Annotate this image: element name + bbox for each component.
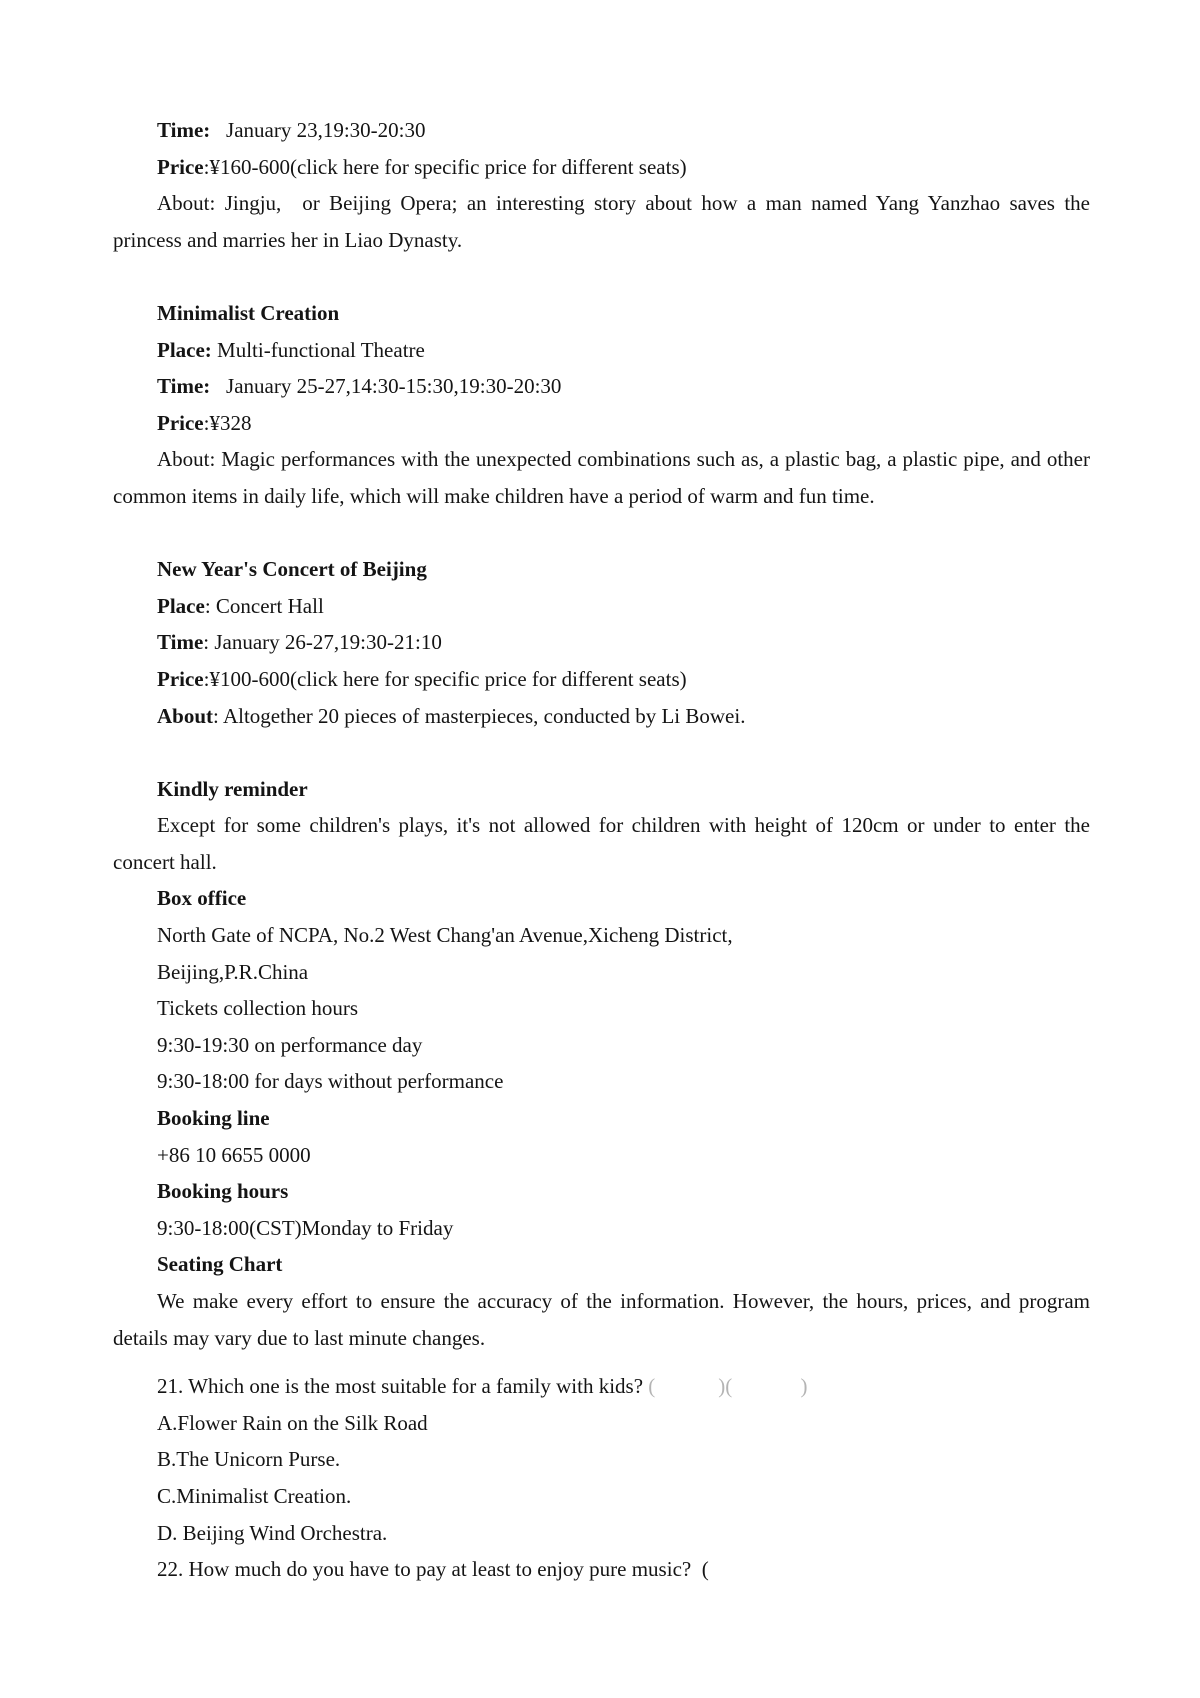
heading-kindly-reminder-label: Kindly reminder	[157, 776, 308, 801]
place-line-2-text: Multi-functional Theatre	[211, 337, 425, 362]
heading-box-office	[113, 880, 1090, 917]
question-21	[113, 1368, 1090, 1405]
about-paragraph-2	[113, 441, 1090, 514]
document-body	[113, 112, 1090, 1588]
heading-seating-chart-label: Seating Chart	[157, 1252, 283, 1277]
price-line-3-text: :¥100-600(click here for specific price for different seats)	[203, 666, 687, 691]
price-line-3-label: Price	[157, 666, 204, 691]
place-line-2-label: Place:	[157, 337, 212, 362]
hours-performance-day-text: 9:30-19:30 on performance day	[157, 1032, 423, 1057]
price-line-1-label: Price	[157, 154, 204, 179]
question-21-option-c-text: C.Minimalist Creation.	[157, 1483, 352, 1508]
place-line-3	[113, 588, 1090, 625]
question-22	[113, 1551, 1090, 1588]
heading-minimalist-creation	[113, 295, 1090, 332]
price-line-3	[113, 661, 1090, 698]
about-line-3-label: About	[157, 703, 214, 728]
question-21-option-b-text: B.The Unicorn Purse.	[157, 1447, 341, 1472]
about-paragraph-1-text: About: Jingju, or Beijing Opera; an interesting story about how a man named Yang Yanzhao saves the princess and marries her in Liao Dynasty.	[113, 191, 1090, 252]
disclaimer-paragraph	[113, 1283, 1090, 1356]
time-line-1-label: Time:	[157, 118, 211, 142]
hours-no-performance	[113, 1063, 1090, 1100]
booking-phone-text: +86 10 6655 0000	[157, 1142, 311, 1167]
question-21-option-b	[113, 1441, 1090, 1478]
answer-blank-parentheses: ( )( )	[643, 1374, 808, 1399]
question-21-option-d	[113, 1515, 1090, 1552]
question-21-option-c	[113, 1478, 1090, 1515]
price-line-2	[113, 405, 1090, 442]
address-line-1-text: North Gate of NCPA, No.2 West Chang'an Avenue,Xicheng District,	[157, 923, 733, 948]
heading-minimalist-creation-label: Minimalist Creation	[157, 300, 340, 325]
place-line-3-label: Place	[157, 593, 205, 618]
address-line-2-text: Beijing,P.R.China	[157, 959, 309, 984]
time-line-2-text: January 25-27,14:30-15:30,19:30-20:30	[210, 374, 562, 399]
reminder-paragraph-text: Except for some children's plays, it's not allowed for children with height of 120cm or under to enter the concert hall.	[113, 813, 1090, 874]
tickets-collection-label-text: Tickets collection hours	[157, 996, 359, 1021]
price-line-2-text: :¥328	[203, 410, 252, 435]
about-paragraph-2-text: About: Magic performances with the unexpected combinations such as, a plastic bag, a plastic pipe, and other common items in daily life, which will make children have a period of warm and fun time.	[113, 447, 1090, 508]
time-line-2-label: Time:	[157, 374, 211, 399]
time-line-3-label: Time	[157, 630, 204, 655]
question-21-option-a	[113, 1405, 1090, 1442]
question-21-option-d-text: D. Beijing Wind Orchestra.	[157, 1520, 388, 1545]
place-line-2	[113, 332, 1090, 369]
disclaimer-paragraph-text: We make every effort to ensure the accuracy of the information. However, the hours, prices, and program details may vary due to last minute changes.	[113, 1289, 1090, 1350]
time-line-1-text: January 23,19:30-20:30	[210, 118, 426, 142]
time-line-3	[113, 624, 1090, 661]
question-21-option-a-text: A.Flower Rain on the Silk Road	[157, 1410, 428, 1435]
price-line-2-label: Price	[157, 410, 204, 435]
booking-hours-value-text: 9:30-18:00(CST)Monday to Friday	[157, 1215, 454, 1240]
hours-no-performance-text: 9:30-18:00 for days without performance	[157, 1069, 504, 1094]
address-line-1	[113, 917, 1090, 954]
tickets-collection-label	[113, 990, 1090, 1027]
heading-booking-hours	[113, 1173, 1090, 1210]
heading-new-years-concert-label: New Year's Concert of Beijing	[157, 557, 427, 582]
address-line-2	[113, 954, 1090, 991]
price-line-1	[113, 149, 1090, 186]
heading-booking-line	[113, 1100, 1090, 1137]
heading-booking-line-label: Booking line	[157, 1106, 270, 1131]
about-paragraph-1	[113, 185, 1090, 258]
heading-seating-chart	[113, 1246, 1090, 1283]
time-line-3-text: : January 26-27,19:30-21:10	[203, 630, 442, 655]
place-line-3-text: : Concert Hall	[204, 593, 324, 618]
heading-kindly-reminder	[113, 771, 1090, 808]
question-21-text: 21. Which one is the most suitable for a family with kids?	[157, 1374, 644, 1399]
heading-new-years-concert	[113, 551, 1090, 588]
heading-booking-hours-label: Booking hours	[157, 1179, 289, 1204]
time-line-1	[113, 112, 1090, 149]
heading-box-office-label: Box office	[157, 886, 247, 911]
about-line-3-text: : Altogether 20 pieces of masterpieces, conducted by Li Bowei.	[213, 703, 746, 728]
booking-phone	[113, 1137, 1090, 1174]
price-line-1-text: :¥160-600(click here for specific price for different seats)	[203, 154, 687, 179]
question-22-text: 22. How much do you have to pay at least to enjoy pure music? (	[157, 1557, 709, 1582]
hours-performance-day	[113, 1027, 1090, 1064]
booking-hours-value	[113, 1210, 1090, 1247]
reminder-paragraph	[113, 807, 1090, 880]
about-line-3	[113, 698, 1090, 735]
time-line-2	[113, 368, 1090, 405]
